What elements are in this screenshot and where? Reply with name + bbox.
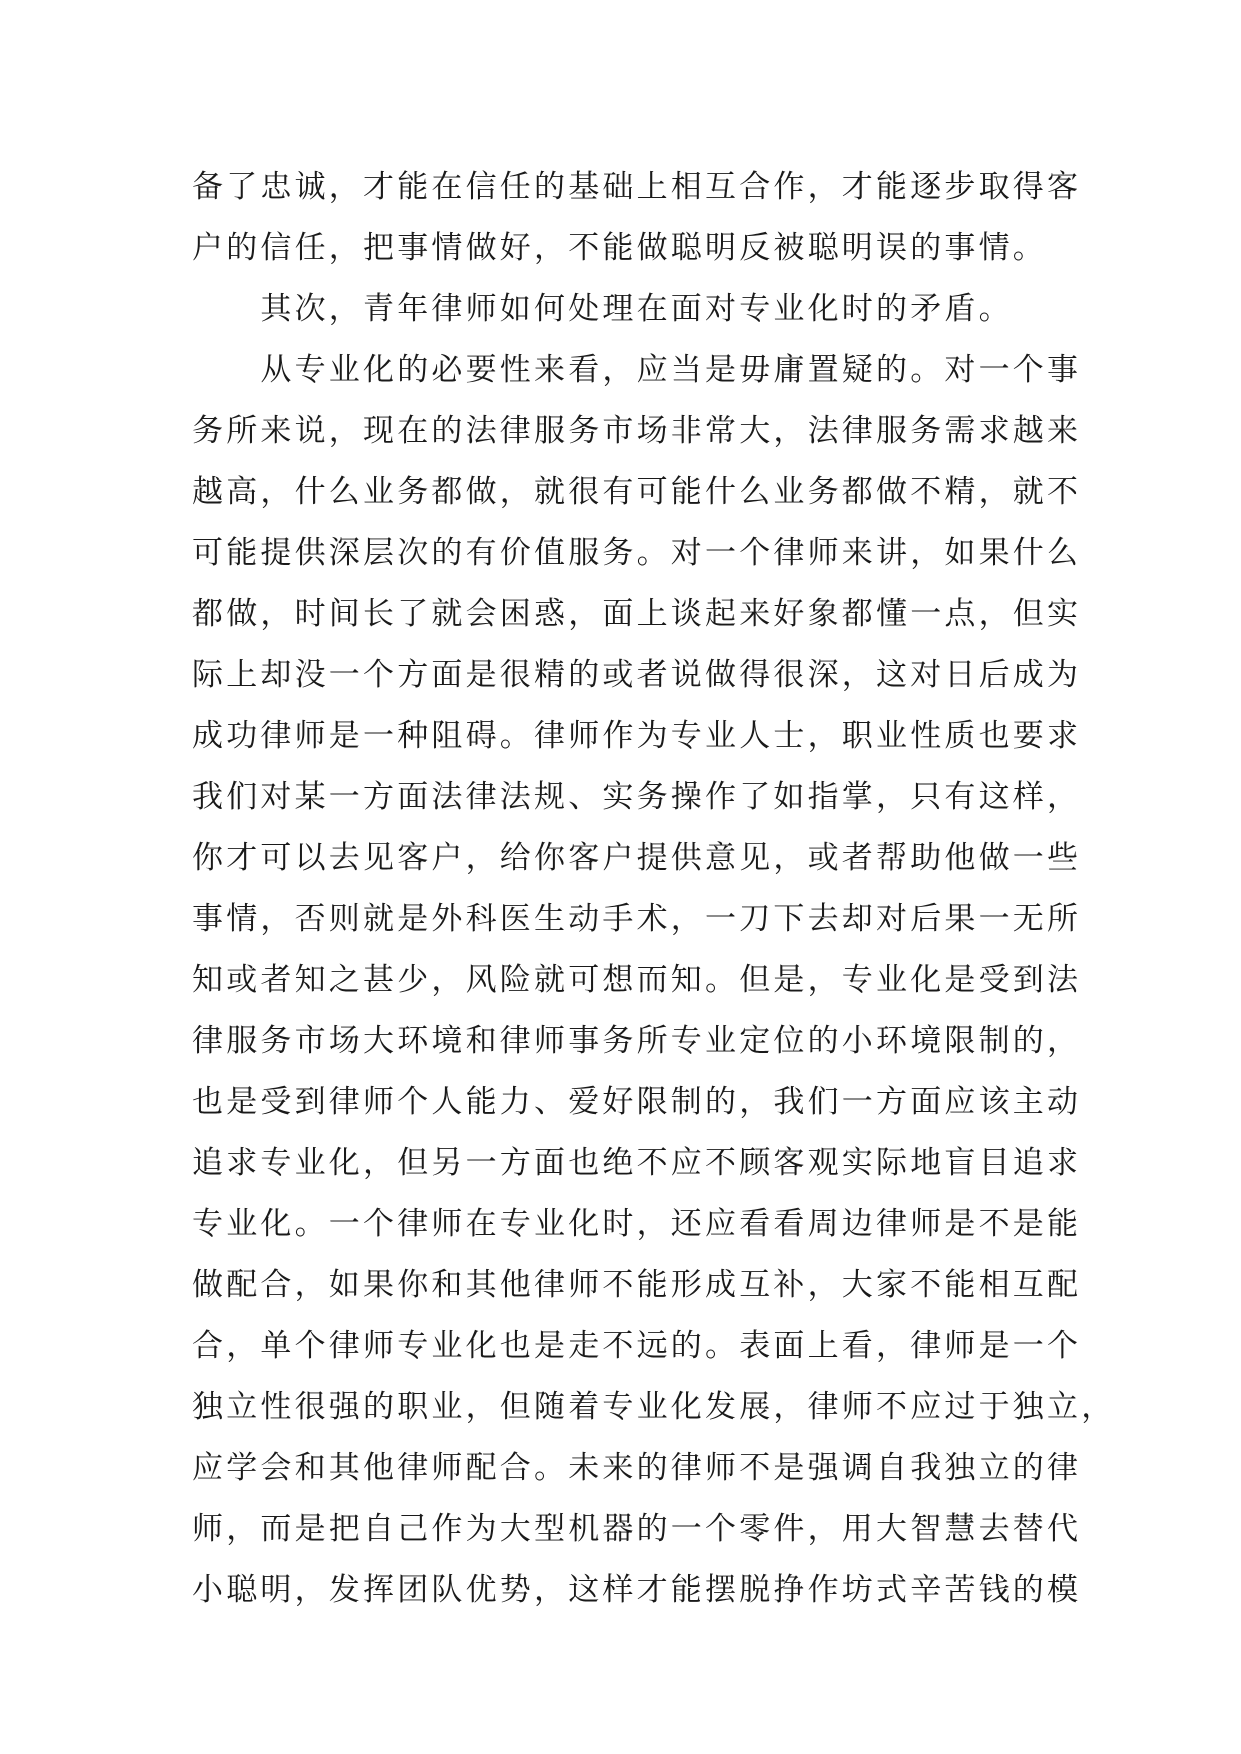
text-line: 独立性很强的职业，但随着专业化发展，律师不应过于独立， [192, 1389, 1116, 1425]
text-line: 越高，什么业务都做，就很有可能什么业务都做不精，就不 [192, 474, 1082, 510]
text-line: 户的信任，把事情做好，不能做聪明反被聪明误的事情。 [192, 230, 1047, 266]
text-line: 备了忠诚，才能在信任的基础上相互合作，才能逐步取得客 [192, 169, 1082, 205]
text-line: 合，单个律师专业化也是走不远的。表面上看，律师是一个 [192, 1328, 1082, 1364]
text-line: 小聪明，发挥团队优势，这样才能摆脱挣作坊式辛苦钱的模 [192, 1572, 1082, 1608]
text-line: 专业化。一个律师在专业化时，还应看看周边律师是不是能 [192, 1206, 1082, 1242]
text-line: 成功律师是一种阻碍。律师作为专业人士，职业性质也要求 [192, 718, 1082, 754]
text-line: 知或者知之甚少，风险就可想而知。但是，专业化是受到法 [192, 962, 1082, 998]
paragraph-heading-line: 其次，青年律师如何处理在面对专业化时的矛盾。 [192, 291, 1013, 327]
text-line: 追求专业化，但另一方面也绝不应不顾客观实际地盲目追求 [192, 1145, 1082, 1181]
text-line: 际上却没一个方面是很精的或者说做得很深，这对日后成为 [192, 657, 1082, 693]
text-line: 务所来说，现在的法律服务市场非常大，法律服务需求越来 [192, 413, 1082, 449]
text-line: 师，而是把自己作为大型机器的一个零件，用大智慧去替代 [192, 1511, 1082, 1547]
body-text [192, 157, 1116, 1621]
text-line: 律服务市场大环境和律师事务所专业定位的小环境限制的， [192, 1023, 1082, 1059]
text-line: 你才可以去见客户，给你客户提供意见，或者帮助他做一些 [192, 840, 1082, 876]
text-line: 我们对某一方面法律法规、实务操作了如指掌，只有这样， [192, 779, 1082, 815]
text-line: 做配合，如果你和其他律师不能形成互补，大家不能相互配 [192, 1267, 1082, 1303]
text-line: 都做，时间长了就会困惑，面上谈起来好象都懂一点，但实 [192, 596, 1082, 632]
text-line: 从专业化的必要性来看，应当是毋庸置疑的。对一个事 [192, 352, 1082, 388]
text-line: 应学会和其他律师配合。未来的律师不是强调自我独立的律 [192, 1450, 1082, 1486]
text-line: 事情，否则就是外科医生动手术，一刀下去却对后果一无所 [192, 901, 1082, 937]
text-line: 也是受到律师个人能力、爱好限制的，我们一方面应该主动 [192, 1084, 1082, 1120]
text-line: 可能提供深层次的有价值服务。对一个律师来讲，如果什么 [192, 535, 1082, 571]
